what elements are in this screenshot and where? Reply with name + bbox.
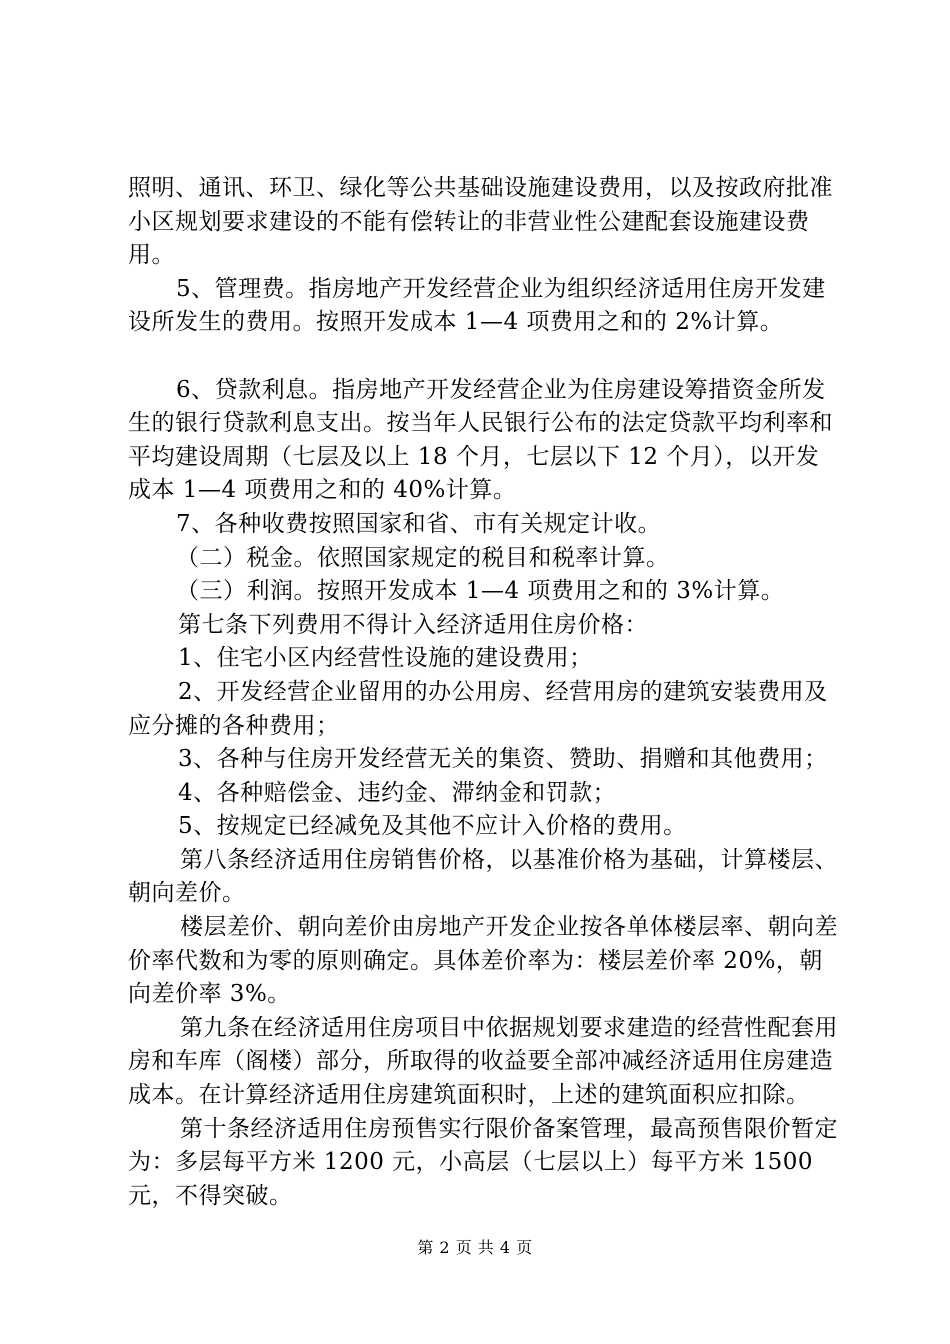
paragraph-article-7-item-2: 2、开发经营企业留用的办公用房、经营用房的建筑安装费用及应分摊的各种费用；: [128, 678, 828, 739]
paragraph-article-7: 第七条下列费用不得计入经济适用住房价格：: [178, 611, 648, 638]
paragraph-article-10: 第十条经济适用住房预售实行限价备案管理，最高预售限价暂定为：多层每平方米 1200 元，小高层（七层以上）每平方米 1500 元，不得突破。: [128, 1115, 838, 1209]
paragraph-article-9: 第九条在经济适用住房项目中依据规划要求建造的经营性配套用房和车库（阁楼）部分，所取得的收益要全部冲减经济适用住房建造成本。在计算经济适用住房建筑面积时，上述的建筑面积应扣除。: [128, 1014, 838, 1109]
paragraph-article-7-item-1: 1、住宅小区内经营性设施的建设费用；: [178, 645, 593, 672]
paragraph-article-8: 第八条经济适用住房销售价格，以基准价格为基础，计算楼层、朝向差价。: [128, 846, 838, 907]
paragraph-article-7-item-3: 3、各种与住房开发经营无关的集资、赞助、捐赠和其他费用；: [178, 746, 828, 773]
paragraph-floor-orientation-price: 楼层差价、朝向差价由房地产开发企业按各单体楼层率、朝向差价率代数和为零的原则确定。具体差价率为：楼层差价率 20%，朝向差价率 3%。: [128, 914, 838, 1008]
paragraph-item-5: 5、管理费。指房地产开发经营企业为组织经济适用住房开发建设所发生的费用。按照开发成本 1—4 项费用之和的 2%计算。: [128, 275, 826, 336]
blank-line: [128, 340, 838, 374]
paragraph-article-7-item-5: 5、按规定已经减免及其他不应计入价格的费用。: [178, 813, 687, 840]
page-number-footer: 第 2 页 共 4 页: [417, 1238, 533, 1257]
document-body: [128, 172, 838, 1213]
paragraph-item-7: 7、各种收费按照国家和省、市有关规定计收。: [176, 510, 662, 537]
paragraph-item-6: 6、贷款利息。指房地产开发经营企业为住房建设筹措资金所发生的银行贷款利息支出。按当年人民银行公布的法定贷款平均利率和平均建设周期（七层及以上 18 个月，七层以下 12 个月），以开发成本 1—4 项费用之和的 40%计算。: [128, 376, 833, 504]
paragraph-continuation: 照明、通讯、环卫、绿化等公共基础设施建设费用，以及按政府批准小区规划要求建设的不能有偿转让的非营业性公建配套设施建设费用。: [128, 175, 833, 269]
paragraph-tax: （二）税金。依照国家规定的税目和税率计算。: [176, 544, 670, 571]
paragraph-article-7-item-4: 4、各种赔偿金、违约金、滞纳金和罚款；: [178, 779, 617, 806]
paragraph-profit: （三）利润。按照开发成本 1—4 项费用之和的 3%计算。: [176, 578, 785, 605]
